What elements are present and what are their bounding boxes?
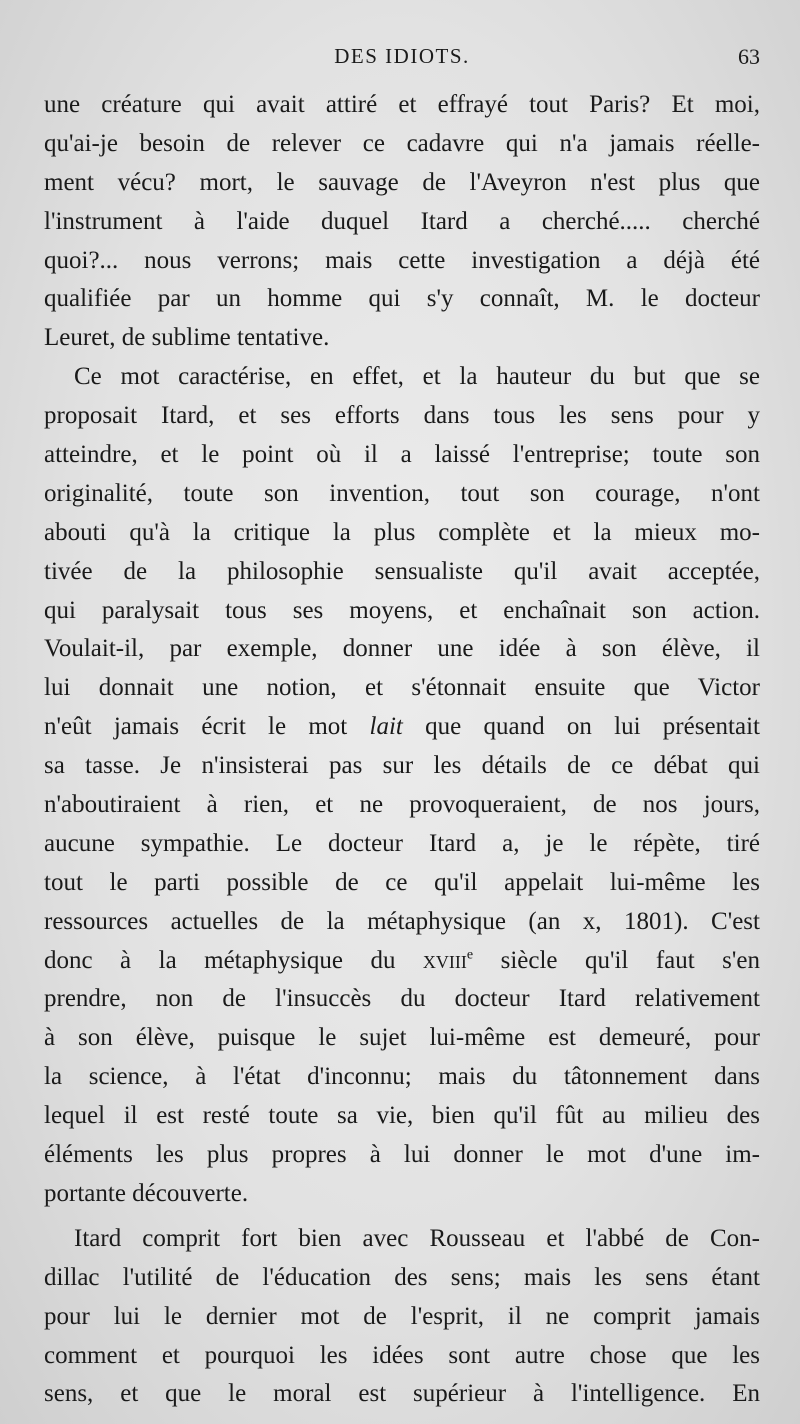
text-line: aucune sympathie. Le docteur Itard a, je le répète, tiré — [44, 829, 760, 857]
text-line: la science, à l'état d'inconnu; mais du tâtonnement dans — [44, 1063, 760, 1091]
text-line: n'aboutiraient à rien, et ne provoqueraient, de nos jours, — [44, 791, 760, 819]
text-line: portante découverte. — [44, 1179, 249, 1207]
text-line: Voulait-il, par exemple, donner une idée à son élève, il — [44, 635, 760, 663]
running-head: DES IDIOTS. — [334, 44, 470, 68]
text-segment: n'eût jamais écrit le mot — [44, 713, 370, 741]
text-segment: que quand on lui présentait — [402, 713, 760, 741]
text-line: tout le parti possible de ce qu'il appelait lui-même les — [44, 868, 760, 896]
text-line: dillac l'utilité de l'éducation des sens; mais les sens étant — [44, 1263, 760, 1291]
text-line — [44, 942, 760, 981]
text-segment: siècle qu'il faut s'en — [473, 946, 760, 974]
page-header — [44, 44, 760, 78]
text-line: Itard comprit fort bien avec Rousseau et l'abbé de Con- — [74, 1224, 760, 1252]
text-line: proposait Itard, et ses efforts dans tous les sens pour y — [44, 402, 760, 430]
text-line: Ce mot caractérise, en effet, et la hauteur du but que se — [74, 363, 760, 391]
text-line: ressources actuelles de la métaphysique (an x, 1801). C'est — [44, 907, 760, 935]
text-line: Leuret, de sublime tentative. — [44, 324, 330, 352]
text-line: abouti qu'à la critique la plus complète et la mieux mo- — [44, 518, 760, 546]
text-line: qualifiée par un homme qui s'y connaît, M. le docteur — [44, 285, 760, 313]
century-numeral: xviii — [422, 946, 467, 974]
text-line: sens, et que le moral est supérieur à l'intelligence. En — [44, 1380, 760, 1408]
text-line: quoi?... nous verrons; mais cette investigation a déjà été — [44, 246, 760, 274]
text-line: prendre, non de l'insuccès du docteur Itard relativement — [44, 985, 760, 1013]
text-line: l'instrument à l'aide duquel Itard a cherché..... cherché — [44, 207, 760, 235]
text-line — [44, 708, 760, 747]
text-line: sa tasse. Je n'insisterai pas sur les détails de ce débat qui — [44, 752, 760, 780]
text-line: qui paralysait tous ses moyens, et enchaînait son action. — [44, 596, 760, 624]
text-line: qu'ai-je besoin de relever ce cadavre qui n'a jamais réelle- — [44, 129, 760, 157]
italic-word: lait — [369, 713, 403, 741]
text-line: atteindre, et le point où il a laissé l'entreprise; toute son — [44, 441, 760, 469]
page-number: 63 — [738, 44, 760, 69]
text-line: originalité, toute son invention, tout son courage, n'ont — [44, 479, 760, 507]
text-line: tivée de la philosophie sensualiste qu'il avait acceptée, — [44, 557, 760, 585]
text-line: une créature qui avait attiré et effrayé tout Paris? Et moi, — [44, 91, 760, 118]
text-line: ment vécu? mort, le sauvage de l'Aveyron n'est plus que — [44, 168, 760, 196]
text-line: pour lui le dernier mot de l'esprit, il ne comprit jamais — [44, 1302, 760, 1330]
text-line: lui donnait une notion, et s'étonnait ensuite que Victor — [44, 674, 760, 702]
text-segment: donc à la métaphysique du — [44, 946, 423, 974]
text-line: lequel il est resté toute sa vie, bien qu'il fût au milieu des — [44, 1102, 760, 1130]
body-text — [44, 86, 760, 1414]
text-line: éléments les plus propres à lui donner le mot d'une im- — [44, 1141, 760, 1169]
text-line: à son élève, puisque le sujet lui-même est demeuré, pour — [44, 1024, 760, 1052]
superscript: e — [466, 947, 474, 963]
text-line: comment et pourquoi les idées sont autre chose que les — [44, 1341, 760, 1369]
